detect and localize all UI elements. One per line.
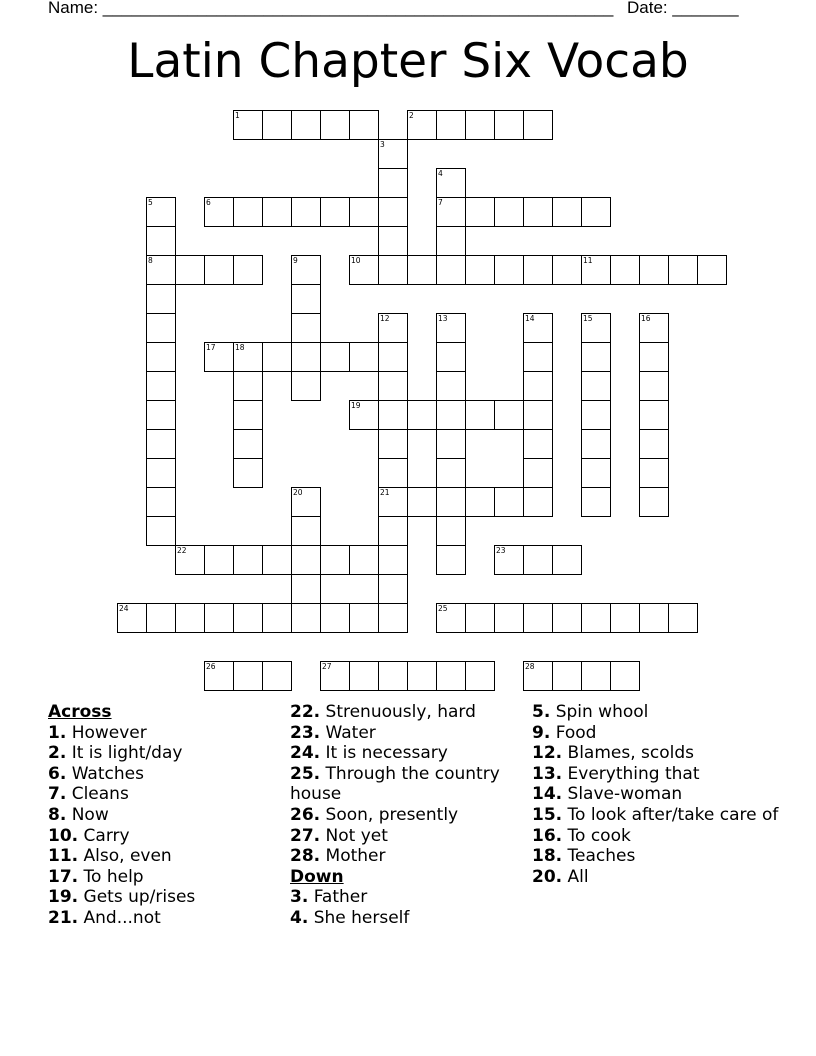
clue-number: 23: [496, 546, 506, 555]
crossword-cell[interactable]: [465, 400, 495, 430]
clue-item-text: Blames, scolds: [562, 743, 694, 764]
crossword-cell[interactable]: [262, 603, 292, 633]
crossword-cell[interactable]: [117, 603, 147, 633]
crossword-cell[interactable]: [407, 487, 437, 517]
crossword-cell[interactable]: [262, 197, 292, 227]
crossword-cell[interactable]: [436, 255, 466, 285]
clue-number: 18: [235, 343, 245, 352]
page-title: Latin Chapter Six Vocab: [127, 34, 689, 89]
clue-item-number: 12.: [532, 743, 563, 764]
clue-item: [48, 826, 298, 847]
crossword-cell[interactable]: [378, 603, 408, 633]
clue-item: [532, 867, 782, 888]
crossword-cell[interactable]: [204, 545, 234, 575]
crossword-cell[interactable]: [204, 255, 234, 285]
clue-item-text: Slave-woman: [562, 784, 683, 805]
clue-number: 16: [641, 314, 651, 323]
crossword-cell[interactable]: [378, 197, 408, 227]
crossword-cell[interactable]: [378, 458, 408, 488]
crossword-cell[interactable]: [436, 371, 466, 401]
crossword-cell[interactable]: [349, 110, 379, 140]
crossword-cell[interactable]: [436, 545, 466, 575]
crossword-cell[interactable]: [581, 429, 611, 459]
crossword-cell[interactable]: [291, 516, 321, 546]
crossword-cell[interactable]: [581, 371, 611, 401]
crossword-cell[interactable]: [146, 342, 176, 372]
clue-item: [532, 846, 782, 867]
clue-item: [532, 826, 782, 847]
crossword-cell[interactable]: [436, 487, 466, 517]
crossword-cell[interactable]: [175, 255, 205, 285]
clue-item-number: 8.: [48, 804, 67, 825]
crossword-cell[interactable]: [436, 168, 466, 198]
crossword-cell[interactable]: [146, 458, 176, 488]
clue-item: [290, 805, 540, 826]
crossword-cell[interactable]: [233, 545, 263, 575]
clue-item-number: 1.: [48, 722, 67, 743]
crossword-cell[interactable]: [233, 458, 263, 488]
clue-item: [290, 887, 540, 908]
clue-item-number: 26.: [290, 804, 321, 825]
crossword-cell[interactable]: [668, 603, 698, 633]
clue-number: 26: [206, 662, 216, 671]
clue-item-number: 10.: [48, 825, 79, 846]
clue-number: 13: [438, 314, 448, 323]
down-clue-list-a: [290, 887, 540, 928]
crossword-cell[interactable]: [175, 545, 205, 575]
clue-item-number: 24.: [290, 743, 321, 764]
clue-item-number: 3.: [290, 887, 309, 908]
crossword-cell[interactable]: [523, 429, 553, 459]
clue-item: [290, 723, 540, 744]
crossword-cell[interactable]: [639, 313, 669, 343]
clue-item-text: Spin whool: [550, 702, 649, 722]
clue-item: [532, 723, 782, 744]
crossword-cell[interactable]: [204, 661, 234, 691]
clue-item-number: 15.: [532, 804, 563, 825]
across-clue-list-b: [290, 702, 540, 867]
clue-item: [532, 784, 782, 805]
clue-item-number: 20.: [532, 866, 563, 887]
clue-item: [532, 805, 782, 826]
clue-number: 19: [351, 401, 361, 410]
crossword-cell[interactable]: [494, 545, 524, 575]
crossword-cell[interactable]: [349, 545, 379, 575]
clue-item-text: Everything that: [562, 763, 700, 784]
crossword-cell[interactable]: [146, 197, 176, 227]
crossword-cell[interactable]: [378, 516, 408, 546]
clue-number: 28: [525, 662, 535, 671]
clue-number: 10: [351, 256, 361, 265]
clues-column-2: [290, 702, 540, 929]
clue-item-number: 14.: [532, 784, 563, 805]
crossword-cell[interactable]: [523, 487, 553, 517]
crossword-cell[interactable]: [523, 545, 553, 575]
clue-item-number: 22.: [290, 702, 321, 722]
clue-item: [290, 908, 540, 929]
clue-item-text: Watches: [66, 763, 144, 784]
clue-item: [48, 908, 298, 929]
crossword-cell[interactable]: [610, 255, 640, 285]
clue-item: [48, 805, 298, 826]
crossword-cell[interactable]: [581, 342, 611, 372]
clue-item-text: Mother: [320, 846, 386, 867]
clue-item: [290, 743, 540, 764]
clue-item: [48, 784, 298, 805]
crossword-cell[interactable]: [581, 458, 611, 488]
clue-item: [532, 764, 782, 785]
crossword-cell[interactable]: [523, 371, 553, 401]
clue-item-text: However: [66, 722, 147, 743]
crossword-cell[interactable]: [349, 400, 379, 430]
crossword-cell[interactable]: [233, 255, 263, 285]
crossword-cell[interactable]: [639, 429, 669, 459]
clue-item-number: 18.: [532, 846, 563, 867]
clue-item: [48, 887, 298, 908]
crossword-cell[interactable]: [581, 197, 611, 227]
crossword-cell[interactable]: [320, 342, 350, 372]
crossword-cell[interactable]: [465, 487, 495, 517]
clue-number: 3: [380, 140, 385, 149]
clue-item-number: 23.: [290, 722, 321, 743]
crossword-cell[interactable]: [494, 603, 524, 633]
clues-column-1: [48, 702, 298, 929]
crossword-cell[interactable]: [523, 342, 553, 372]
crossword-cell[interactable]: [436, 197, 466, 227]
crossword-cell[interactable]: [523, 458, 553, 488]
down-clue-list-b: [532, 702, 782, 887]
crossword-cell[interactable]: [233, 197, 263, 227]
crossword-cell[interactable]: [378, 574, 408, 604]
clue-item: [48, 764, 298, 785]
crossword-cell[interactable]: [494, 487, 524, 517]
crossword-cell[interactable]: [610, 661, 640, 691]
crossword-cell[interactable]: [378, 255, 408, 285]
crossword-cell[interactable]: [494, 255, 524, 285]
clue-item-text: Soon, presently: [320, 804, 459, 825]
clue-item-number: 5.: [532, 702, 551, 722]
clue-item-text: It is light/day: [66, 743, 183, 764]
clue-number: 2: [409, 111, 414, 120]
clue-number: 21: [380, 488, 390, 497]
crossword-cell[interactable]: [523, 255, 553, 285]
clue-item-text: To look after/take care of: [562, 804, 779, 825]
crossword-cell[interactable]: [378, 400, 408, 430]
clue-item-number: 17.: [48, 866, 79, 887]
crossword-cell[interactable]: [523, 110, 553, 140]
crossword-cell[interactable]: [349, 342, 379, 372]
crossword-cell[interactable]: [552, 603, 582, 633]
crossword-cell[interactable]: [436, 458, 466, 488]
crossword-cell[interactable]: [523, 400, 553, 430]
crossword-cell[interactable]: [146, 284, 176, 314]
crossword-cell[interactable]: [320, 661, 350, 691]
crossword-cell[interactable]: [436, 516, 466, 546]
clue-item-number: 28.: [290, 846, 321, 867]
crossword-cell[interactable]: [407, 255, 437, 285]
clue-item-number: 2.: [48, 743, 67, 764]
clue-number: 17: [206, 343, 216, 352]
clue-number: 12: [380, 314, 390, 323]
name-field-label: Name: ______________________________________________________: [48, 0, 614, 17]
crossword-cell[interactable]: [378, 371, 408, 401]
crossword-cell[interactable]: [233, 400, 263, 430]
clue-item: [290, 846, 540, 867]
clue-item-text: And...not: [78, 907, 161, 928]
crossword-cell[interactable]: [523, 661, 553, 691]
crossword-cell[interactable]: [581, 313, 611, 343]
clue-item-text: To cook: [562, 825, 631, 846]
clue-item-text: She herself: [308, 907, 410, 928]
clue-item-text: To help: [78, 866, 144, 887]
clue-number: 4: [438, 169, 443, 178]
clue-item-text: Cleans: [66, 784, 129, 805]
crossword-cell[interactable]: [378, 226, 408, 256]
clue-number: 20: [293, 488, 303, 497]
crossword-cell[interactable]: [378, 545, 408, 575]
crossword-cell[interactable]: [175, 603, 205, 633]
crossword-cell[interactable]: [291, 545, 321, 575]
clue-item-text: Father: [308, 887, 368, 908]
crossword-cell[interactable]: [378, 342, 408, 372]
clue-item-text: Not yet: [320, 825, 388, 846]
crossword-cell[interactable]: [581, 661, 611, 691]
clue-item: [290, 826, 540, 847]
crossword-cell[interactable]: [146, 371, 176, 401]
clue-item: [532, 743, 782, 764]
clue-item-number: 19.: [48, 887, 79, 908]
clue-number: 1: [235, 111, 240, 120]
clue-number: 14: [525, 314, 535, 323]
crossword-cell[interactable]: [146, 226, 176, 256]
crossword-cell[interactable]: [668, 255, 698, 285]
crossword-cell[interactable]: [378, 429, 408, 459]
crossword-cell[interactable]: [610, 603, 640, 633]
clue-number: 11: [583, 256, 593, 265]
crossword-cell[interactable]: [146, 516, 176, 546]
crossword-cell[interactable]: [523, 197, 553, 227]
clue-item-text: Food: [550, 722, 597, 743]
crossword-cell[interactable]: [465, 197, 495, 227]
crossword-cell[interactable]: [262, 110, 292, 140]
crossword-cell[interactable]: [291, 574, 321, 604]
crossword-cell[interactable]: [378, 139, 408, 169]
clue-item: [48, 867, 298, 888]
crossword-cell[interactable]: [436, 661, 466, 691]
crossword-cell[interactable]: [552, 255, 582, 285]
crossword-cell[interactable]: [465, 110, 495, 140]
crossword-cell[interactable]: [233, 429, 263, 459]
crossword-cell[interactable]: [204, 342, 234, 372]
clue-number: 6: [206, 198, 211, 207]
crossword-cell[interactable]: [349, 255, 379, 285]
crossword-cell[interactable]: [378, 313, 408, 343]
clue-item-number: 21.: [48, 907, 79, 928]
crossword-cell[interactable]: [320, 603, 350, 633]
crossword-cell[interactable]: [233, 661, 263, 691]
crossword-cell[interactable]: [291, 371, 321, 401]
crossword-cell[interactable]: [639, 487, 669, 517]
clue-item-number: 11.: [48, 846, 79, 867]
crossword-cell[interactable]: [552, 197, 582, 227]
crossword-cell[interactable]: [146, 429, 176, 459]
clue-item-text: All: [562, 866, 589, 887]
crossword-cell[interactable]: [320, 110, 350, 140]
crossword-cell[interactable]: [349, 603, 379, 633]
crossword-cell[interactable]: [262, 545, 292, 575]
down-heading: Down: [290, 866, 344, 887]
crossword-cell[interactable]: [291, 197, 321, 227]
crossword-cell[interactable]: [204, 603, 234, 633]
crossword-cell[interactable]: [146, 255, 176, 285]
crossword-cell[interactable]: [407, 400, 437, 430]
clue-item-text: Gets up/rises: [78, 887, 196, 908]
crossword-cell[interactable]: [494, 197, 524, 227]
crossword-cell[interactable]: [639, 458, 669, 488]
clue-item: [48, 846, 298, 867]
crossword-cell[interactable]: [465, 603, 495, 633]
crossword-cell[interactable]: [320, 545, 350, 575]
clue-number: 27: [322, 662, 332, 671]
clue-item: [532, 702, 782, 723]
clue-item-number: 4.: [290, 907, 309, 928]
clue-number: 7: [438, 198, 443, 207]
crossword-cell[interactable]: [320, 197, 350, 227]
crossword-cell[interactable]: [436, 603, 466, 633]
crossword-cell[interactable]: [233, 342, 263, 372]
clue-item-text: Also, even: [78, 846, 172, 867]
crossword-cell[interactable]: [523, 313, 553, 343]
crossword-cell[interactable]: [204, 197, 234, 227]
crossword-cell[interactable]: [639, 603, 669, 633]
crossword-cell[interactable]: [349, 661, 379, 691]
crossword-cell[interactable]: [407, 110, 437, 140]
clue-item-text: It is necessary: [320, 743, 448, 764]
clue-item-number: 6.: [48, 763, 67, 784]
crossword-cell[interactable]: [378, 661, 408, 691]
clue-item-number: 9.: [532, 722, 551, 743]
clue-item: [48, 723, 298, 744]
crossword-cell[interactable]: [436, 342, 466, 372]
crossword-cell[interactable]: [465, 255, 495, 285]
clue-number: 5: [148, 198, 153, 207]
crossword-cell[interactable]: [291, 284, 321, 314]
crossword-cell[interactable]: [233, 110, 263, 140]
crossword-cell[interactable]: [581, 255, 611, 285]
crossword-cell[interactable]: [146, 487, 176, 517]
crossword-cell[interactable]: [233, 603, 263, 633]
crossword-cell[interactable]: [523, 603, 553, 633]
clue-item: [48, 743, 298, 764]
crossword-cell[interactable]: [378, 168, 408, 198]
crossword-cell[interactable]: [552, 661, 582, 691]
crossword-cell[interactable]: [436, 429, 466, 459]
clue-number: 15: [583, 314, 593, 323]
crossword-cell[interactable]: [146, 313, 176, 343]
crossword-cell[interactable]: [581, 400, 611, 430]
clue-number: 8: [148, 256, 153, 265]
crossword-cell[interactable]: [639, 255, 669, 285]
crossword-cell[interactable]: [581, 487, 611, 517]
clue-item-number: 13.: [532, 763, 563, 784]
crossword-cell[interactable]: [436, 226, 466, 256]
crossword-cell[interactable]: [697, 255, 727, 285]
clue-item-number: 27.: [290, 825, 321, 846]
crossword-cell[interactable]: [291, 603, 321, 633]
crossword-cell[interactable]: [581, 603, 611, 633]
clue-item: [290, 702, 540, 723]
crossword-cell[interactable]: [146, 400, 176, 430]
clue-item-number: 16.: [532, 825, 563, 846]
crossword-cell[interactable]: [262, 661, 292, 691]
crossword-cell[interactable]: [436, 400, 466, 430]
crossword-cell[interactable]: [494, 400, 524, 430]
crossword-cell[interactable]: [378, 487, 408, 517]
clue-item-number: 7.: [48, 784, 67, 805]
clue-number: 25: [438, 604, 448, 613]
crossword-cell[interactable]: [291, 342, 321, 372]
crossword-cell[interactable]: [291, 110, 321, 140]
clue-item-number: 25.: [290, 763, 321, 784]
crossword-cell[interactable]: [291, 313, 321, 343]
clue-item-text: Water: [320, 722, 376, 743]
clue-item: [290, 764, 540, 805]
across-clue-list-a: [48, 723, 298, 929]
clue-item-text: Teaches: [562, 846, 636, 867]
crossword-cell[interactable]: [436, 313, 466, 343]
crossword-cell[interactable]: [494, 110, 524, 140]
clue-number: 9: [293, 256, 298, 265]
crossword-cell[interactable]: [291, 255, 321, 285]
crossword-cell[interactable]: [146, 603, 176, 633]
date-field-label: Date: _______: [627, 0, 739, 17]
crossword-cell[interactable]: [262, 342, 292, 372]
crossword-cell[interactable]: [465, 661, 495, 691]
crossword-cell[interactable]: [639, 342, 669, 372]
crossword-cell[interactable]: [436, 110, 466, 140]
clue-item-text: Through the country house: [290, 763, 500, 805]
clue-item-text: Now: [66, 804, 109, 825]
clue-number: 22: [177, 546, 187, 555]
clues-column-3: [532, 702, 782, 887]
crossword-cell[interactable]: [349, 197, 379, 227]
clue-number: 24: [119, 604, 129, 613]
crossword-cell[interactable]: [639, 400, 669, 430]
crossword-cell[interactable]: [233, 371, 263, 401]
clue-item-text: Carry: [78, 825, 130, 846]
across-heading: Across: [48, 702, 112, 722]
crossword-cell[interactable]: [639, 371, 669, 401]
crossword-cell[interactable]: [407, 661, 437, 691]
crossword-cell[interactable]: [291, 487, 321, 517]
crossword-cell[interactable]: [552, 545, 582, 575]
clue-item-text: Strenuously, hard: [320, 702, 476, 722]
